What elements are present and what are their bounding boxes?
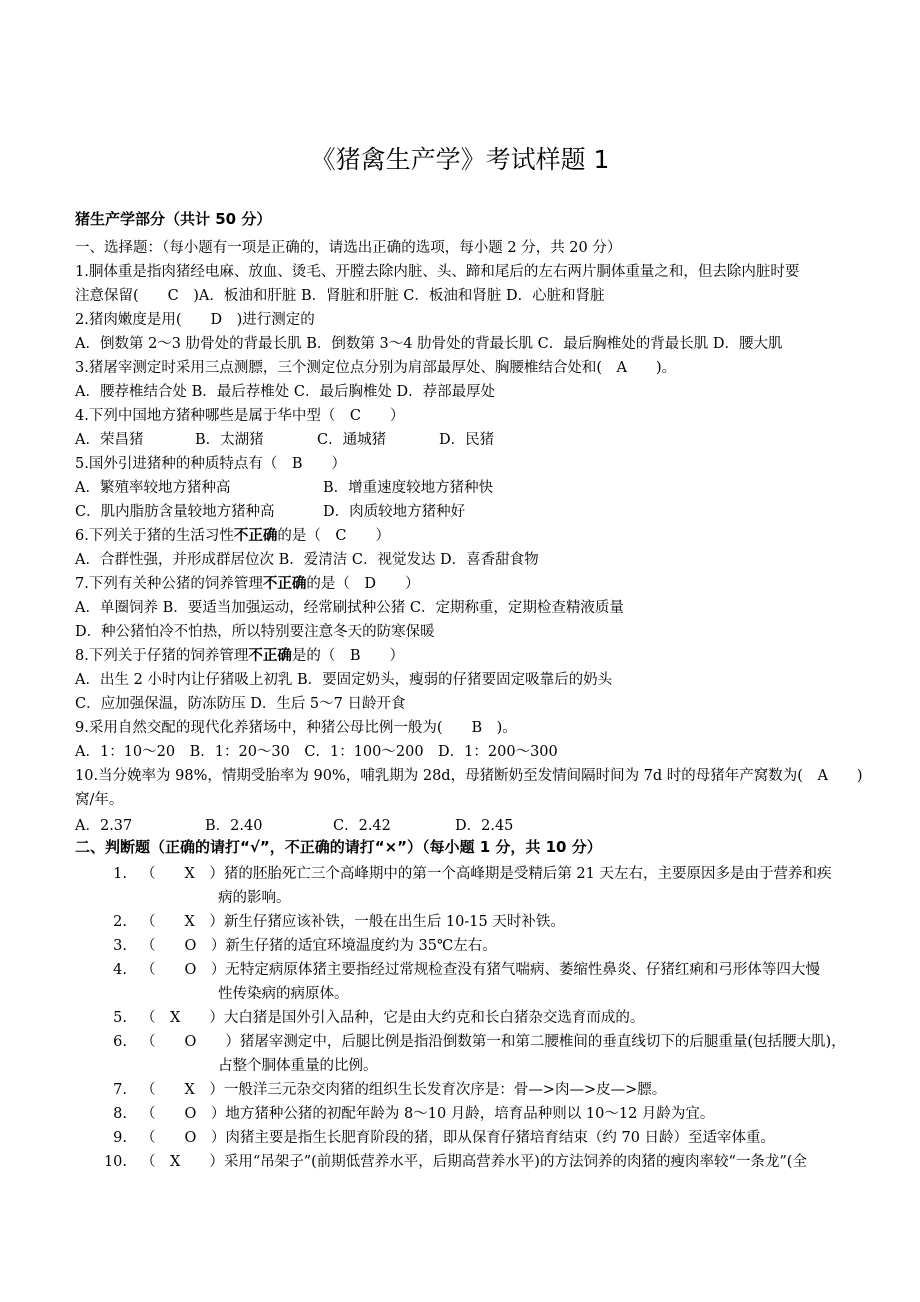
judge-number: 7. (113, 1082, 127, 1098)
judge-item (95, 1102, 895, 1123)
q10-options (75, 814, 513, 835)
q7-stem-emphasis: 不正确 (262, 576, 307, 592)
judge-item (95, 1126, 895, 1147)
judge-number: 2. (113, 914, 127, 930)
q4-stem: 4.下列中国地方猪种哪些是属于华中型（ C ） (75, 408, 405, 424)
judge-text: 地方猪种公猪的初配年龄为 8～10 月龄，培育品种则以 10～12 月龄为宜。 (225, 1106, 715, 1122)
q6-stem-emphasis: 不正确 (233, 528, 278, 544)
q8-options-row1: A．出生 2 小时内让仔猪吸上初乳 B．要固定奶头，瘦弱的仔猪要固定吸靠后的奶头 (75, 672, 613, 688)
judge-number: 4. (113, 962, 127, 978)
judge-number: 10. (103, 1154, 127, 1170)
q1-line1: 1.胴体重是指肉猪经电麻、放血、烫毛、开膛去除内脏、头、蹄和尾后的左右两片胴体重量之和，但去除内脏时要 (75, 264, 800, 280)
judge-mark: （ X ） (141, 1010, 224, 1026)
q4-option-b: B．太湖猪 (195, 432, 264, 448)
q3-options: A．腰荐椎结合处 B．最后荐椎处 C．最后胸椎处 D．荐部最厚处 (75, 384, 496, 400)
q9-options: A．1：10～20 B．1：20～30 C．1：100～200 D．1：200～300 (75, 744, 558, 760)
judge-item (95, 1150, 895, 1171)
q5-option-a: A．繁殖率较地方猪种高 (75, 480, 231, 496)
part1-heading: 一、选择题：（每小题有一项是正确的，请选出正确的选项，每小题 2 分，共 20 分） (75, 240, 622, 256)
judge-mark: （ X ） (141, 1082, 224, 1098)
q7-stem-post: 的是（ D ） (306, 576, 420, 592)
q6-stem (75, 524, 390, 545)
q7-stem (75, 572, 419, 593)
q5-stem: 5.国外引进猪种的种质特点有（ B ） (75, 456, 346, 472)
judge-mark: （ O ） (141, 1106, 226, 1122)
judge-item (95, 1006, 895, 1027)
q2-stem: 2.猪肉嫩度是用( D )进行测定的 (75, 312, 315, 328)
page-title: 《猪禽生产学》考试样题 1 (310, 145, 610, 174)
judge-text: 猪的胚胎死亡三个高峰期中的第一个高峰期是受精后第 21 天左右，主要原因多是由于营养和疾 (223, 866, 832, 882)
judge-mark: （ O ） (141, 962, 226, 978)
judge-text: 一般洋三元杂交肉猪的组织生长发育次序是：骨—>肉—>皮—>膘。 (223, 1082, 667, 1098)
q5-option-c: C．肌内脂肪含量较地方猪种高 (75, 504, 275, 520)
q4-option-c: C．通城猪 (317, 432, 387, 448)
part2-heading: 二、判断题（正确的请打“√”，不正确的请打“×”）（每小题 1 分，共 10 分） (75, 838, 602, 856)
judge-mark: （ O ） (141, 1034, 240, 1050)
judge-item (95, 1078, 895, 1099)
q7-stem-pre: 7.下列有关种公猪的饲养管理 (75, 576, 263, 592)
judge-text: 肉猪主要是指生长肥育阶段的猪，即从保育仔猪培育结束（约 70 日龄）至适宰体重。 (225, 1130, 776, 1146)
q1-line2: 注意保留( C )A．板油和肝脏 B．肾脏和肝脏 C．板油和肾脏 D．心脏和肾脏 (75, 288, 605, 304)
q8-stem (75, 644, 404, 665)
judge-number: 5. (113, 1010, 127, 1026)
q7-options-row1: A．单圈饲养 B．要适当加强运动，经常刷拭种公猪 C．定期称重，定期检查精液质量 (75, 600, 624, 616)
q5-options-row1 (75, 476, 493, 497)
q4-option-d: D．民猪 (439, 432, 495, 448)
judge-item (95, 1030, 895, 1051)
judge-number: 1. (113, 866, 127, 882)
judge-number: 6. (113, 1034, 127, 1050)
q5-options-row2 (75, 500, 465, 521)
q8-stem-pre: 8.下列关于仔猪的饲养管理 (75, 648, 249, 664)
q8-stem-post: 是的（ B ） (291, 648, 404, 664)
judge-text: 大白猪是国外引入品种，它是由大约克和长白猪杂交选育而成的。 (223, 1010, 645, 1026)
judge-text-wrap: 性传染病的病原体。 (218, 986, 349, 1002)
q3-stem: 3.猪屠宰测定时采用三点测膘，三个测定位点分别为肩部最厚处、胸腰椎结合处和( A )。 (75, 360, 677, 376)
q4-options (75, 428, 494, 449)
q10-line1: 10.当分娩率为 98%，情期受胎率为 90%，哺乳期为 28d，母猪断奶至发情间隔时间为 7d 时的母猪年产窝数为( A ) (75, 768, 863, 784)
judge-mark: （ O ） (141, 938, 226, 954)
judge-number: 3. (113, 938, 127, 954)
judge-mark: （ X ） (141, 1154, 224, 1170)
q10-line2: 窝/年。 (75, 792, 124, 808)
judge-text: 无特定病原体猪主要指经过常规检查没有猪气喘病、萎缩性鼻炎、仔猪红痢和弓形体等四大慢 (225, 962, 820, 978)
q6-options: A．合群性强，并形成群居位次 B．爱清洁 C．视觉发达 D．喜香甜食物 (75, 552, 539, 568)
judge-text: 新生仔猪应该补铁，一般在出生后 10-15 天时补铁。 (223, 914, 565, 930)
q10-option-d: D．2.45 (455, 818, 514, 834)
q7-options-row2: D．种公猪怕冷不怕热，所以特别要注意冬天的防寒保暖 (75, 624, 435, 640)
judge-number: 8. (113, 1106, 127, 1122)
judge-item (95, 958, 895, 979)
q8-stem-emphasis: 不正确 (248, 648, 292, 664)
judge-mark: （ X ） (141, 914, 224, 930)
judge-text-wrap: 病的影响。 (218, 890, 291, 906)
q9-stem: 9.采用自然交配的现代化养猪场中，种猪公母比例一般为( B )。 (75, 720, 517, 736)
q5-option-b: B．增重速度较地方猪种快 (323, 480, 494, 496)
q10-option-c: C．2.42 (333, 818, 391, 834)
judge-mark: （ X ） (141, 866, 224, 882)
judge-text: 新生仔猪的适宜环境温度约为 35℃左右。 (225, 938, 497, 954)
judge-mark: （ O ） (141, 1130, 226, 1146)
q8-options-row2: C．应加强保温，防冻防压 D．生后 5～7 日龄开食 (75, 696, 406, 712)
q6-stem-post: 的是（ C ） (277, 528, 390, 544)
q10-option-a: A．2.37 (75, 818, 133, 834)
judge-text: 采用“吊架子”(前期低营养水平，后期高营养水平)的方法饲养的肉猪的瘦肉率较“一条龙”(全 (223, 1154, 807, 1170)
judge-item (95, 934, 895, 955)
judge-text: 猪屠宰测定中，后腿比例是指沿倒数第一和第二腰椎间的垂直线切下的后腿重量(包括腰大肌)， (239, 1034, 846, 1050)
judge-item (95, 862, 895, 883)
q4-option-a: A．荣昌猪 (75, 432, 144, 448)
judge-text-wrap: 占整个胴体重量的比例。 (218, 1058, 378, 1074)
judge-item (95, 910, 895, 931)
judge-number: 9. (113, 1130, 127, 1146)
q6-stem-pre: 6.下列关于猪的生活习性 (75, 528, 234, 544)
q10-option-b: B．2.40 (205, 818, 263, 834)
q5-option-d: D．肉质较地方猪种好 (323, 504, 466, 520)
section-heading: 猪生产学部分（共计 50 分） (75, 210, 272, 228)
q2-options: A．倒数第 2～3 肋骨处的背最长肌 B．倒数第 3～4 肋骨处的背最长肌 C．最后胸椎处的背最长肌 D．腰大肌 (75, 336, 783, 352)
